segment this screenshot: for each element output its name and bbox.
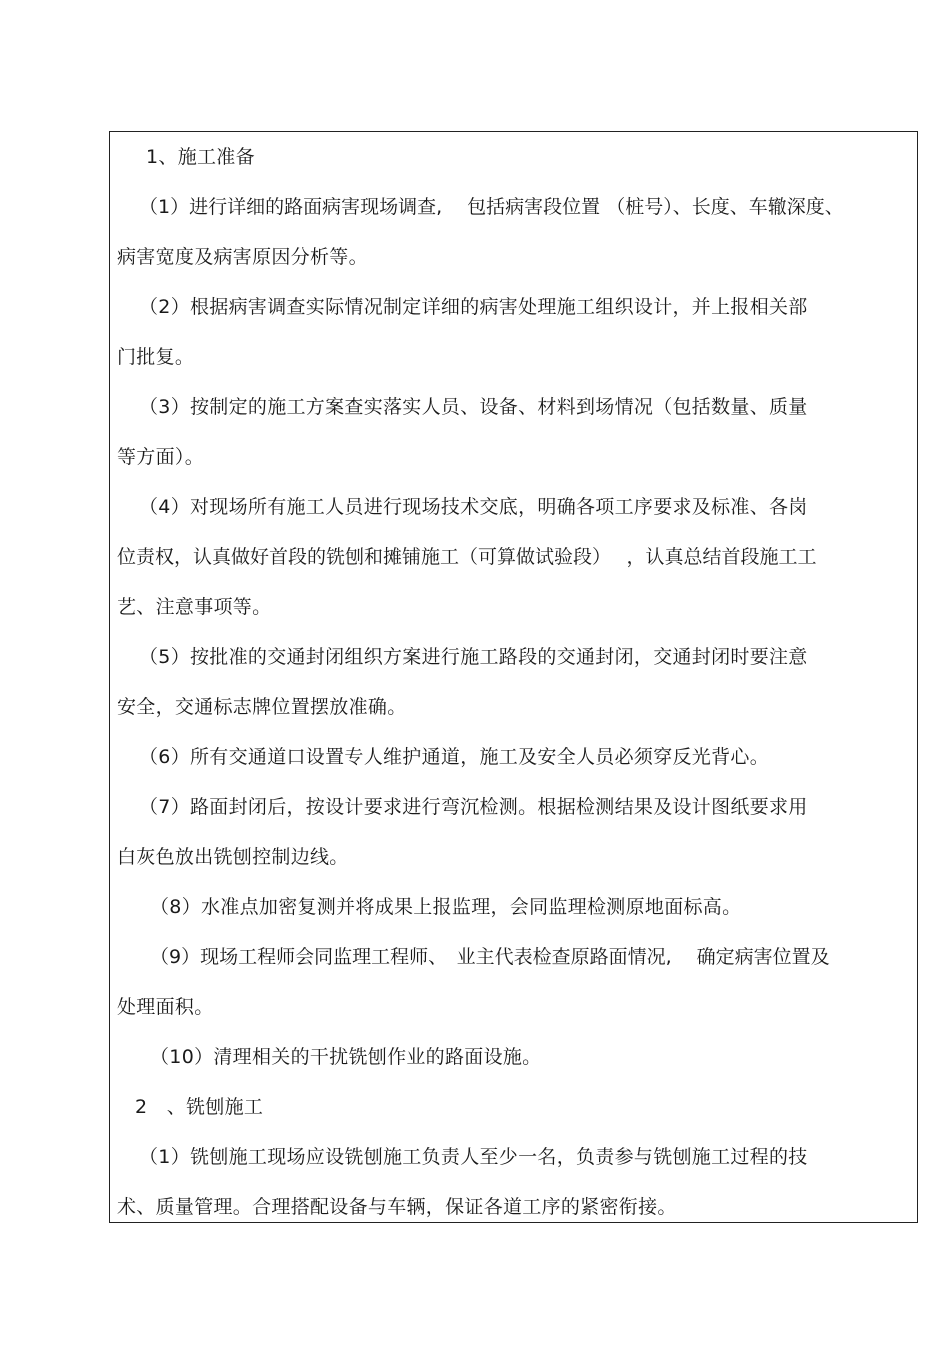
paragraph-line: （7）路面封闭后，按设计要求进行弯沉检测。根据检测结果及设计图纸要求用	[139, 796, 808, 818]
paragraph-line: 病害宽度及病害原因分析等。	[117, 246, 368, 268]
paragraph-line: （1）铣刨施工现场应设铣刨施工负责人至少一名，负责参与铣刨施工过程的技	[139, 1146, 808, 1168]
paragraph-line: 位责权，认真做好首段的铣刨和摊铺施工（可算做试验段） ，认真总结首段施工工	[117, 546, 817, 568]
paragraph-line: （4）对现场所有施工人员进行现场技术交底，明确各项工序要求及标准、各岗	[139, 496, 808, 518]
paragraph-line: （5）按批准的交通封闭组织方案进行施工路段的交通封闭，交通封闭时要注意	[139, 646, 808, 668]
paragraph-line: （6）所有交通道口设置专人维护通道，施工及安全人员必须穿反光背心。	[139, 746, 769, 768]
paragraph-line: 处理面积。	[117, 996, 214, 1018]
paragraph-line: 门批复。	[117, 346, 195, 368]
paragraph-line: 白灰色放出铣刨控制边线。	[117, 846, 349, 868]
paragraph-line: （8）水准点加密复测并将成果上报监理，会同监理检测原地面标高。	[150, 896, 742, 918]
section-heading-milling: 2 、铣刨施工	[135, 1096, 264, 1118]
paragraph-line: 等方面）。	[117, 446, 205, 468]
section-heading-preparation: 1、施工准备	[146, 146, 255, 168]
paragraph-line: （3）按制定的施工方案查实落实人员、设备、材料到场情况（包括数量、质量	[139, 396, 808, 418]
paragraph-line: 安全，交通标志牌位置摆放准确。	[117, 696, 407, 718]
paragraph-line: （10）清理相关的干扰铣刨作业的路面设施。	[150, 1046, 542, 1068]
paragraph-line: （1）进行详细的路面病害现场调查, 包括病害段位置 （桩号）、长度、车辙深度、	[139, 196, 844, 218]
paragraph-line: （2）根据病害调查实际情况制定详细的病害处理施工组织设计，并上报相关部	[139, 296, 808, 318]
paragraph-line: 艺、注意事项等。	[117, 596, 272, 618]
paragraph-line: （9）现场工程师会同监理工程师、 业主代表检查原路面情况, 确定病害位置及	[150, 946, 830, 968]
paragraph-line: 术、质量管理。合理搭配设备与车辆，保证各道工序的紧密衔接。	[117, 1196, 677, 1218]
